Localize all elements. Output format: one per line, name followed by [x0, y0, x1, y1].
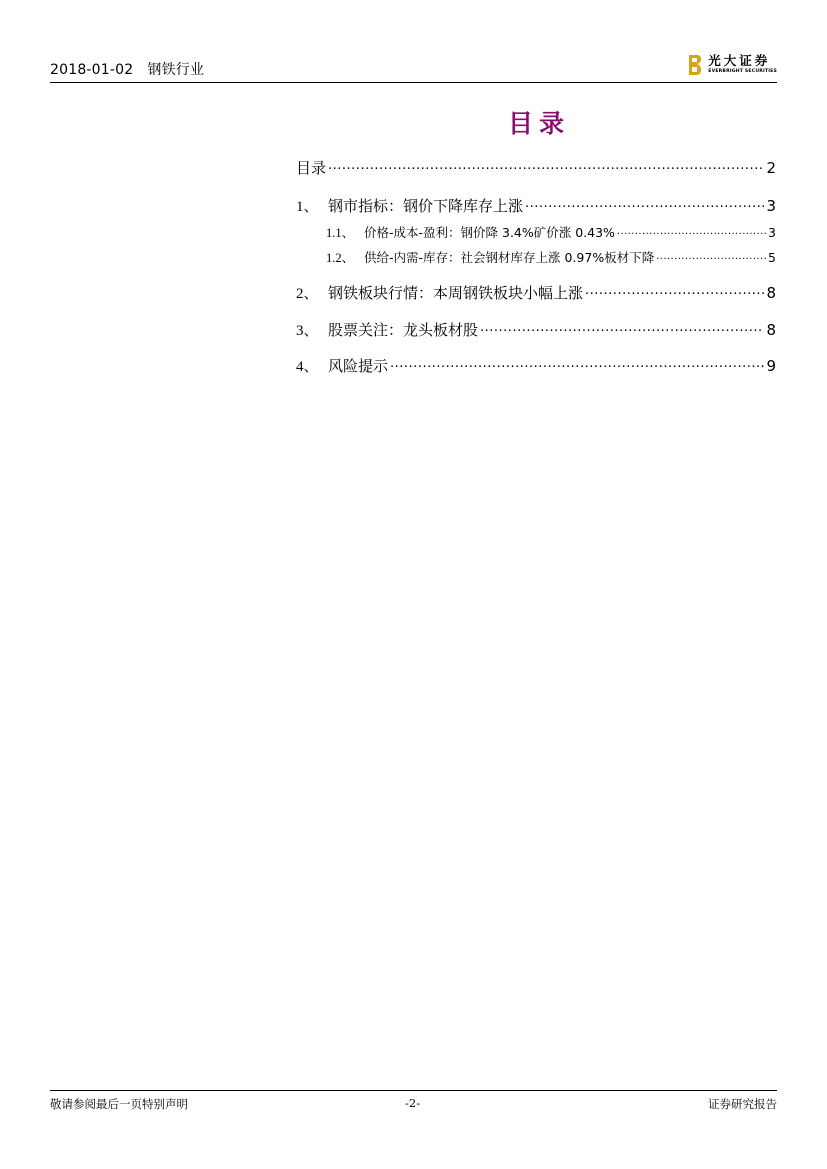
logo-mark-icon: [688, 54, 702, 76]
toc-entry[interactable]: [296, 319, 776, 340]
company-logo: [688, 52, 777, 78]
toc-entry-number: 4、: [296, 359, 319, 375]
logo-name-cn: 光大证券: [708, 52, 771, 68]
toc-entry-page: 3: [768, 225, 776, 240]
toc-entry[interactable]: [296, 157, 776, 178]
toc-entry-page: 9: [766, 357, 776, 375]
toc-leader: [585, 283, 764, 298]
page-header: [50, 52, 777, 83]
toc-entry-text: 目录: [296, 159, 327, 177]
toc-entry-number: 1.2、: [326, 251, 355, 265]
toc-leader: [525, 196, 764, 211]
toc-entry-text: 供给-内需-库存：社会钢材库存上涨 0.97%板材下降: [364, 250, 655, 265]
footer-page-number: -2-: [405, 1096, 421, 1110]
toc-subentry[interactable]: [326, 223, 776, 241]
header-industry: 钢铁行业: [147, 62, 205, 78]
toc-leader: [390, 356, 764, 371]
toc-entry[interactable]: [296, 195, 776, 216]
toc-title: 目录: [507, 109, 570, 138]
footer-report-type: 证券研究报告: [708, 1097, 777, 1111]
toc-entry-page: 5: [768, 250, 776, 265]
toc-entry-page: 3: [766, 197, 776, 215]
toc-entry-text: 股票关注：龙头板材股: [328, 321, 479, 339]
logo-name-en: EVERBRIGHT SECURITIES: [708, 69, 777, 75]
toc-subentry[interactable]: [326, 248, 776, 266]
toc-entry-number: 1.1、: [326, 226, 355, 240]
toc-entry-text: 钢铁板块行情：本周钢铁板块小幅上涨: [328, 284, 584, 302]
toc-entry-page: 8: [766, 321, 776, 339]
toc-entry-number: 2、: [296, 286, 319, 302]
toc-entry[interactable]: [296, 355, 776, 376]
page-footer: [50, 1090, 777, 1113]
footer-disclaimer: 敬请参阅最后一页特别声明: [50, 1097, 188, 1111]
toc-leader: [656, 250, 766, 263]
toc-leader: [328, 158, 764, 173]
toc-entry-text: 风险提示: [328, 357, 389, 375]
toc-entry-text: 价格-成本-盈利：钢价降 3.4%矿价涨 0.43%: [364, 225, 615, 240]
toc-leader: [617, 225, 766, 238]
toc-entry-number: 1、: [296, 199, 319, 215]
header-info: [50, 59, 204, 79]
toc-entry-page: 2: [766, 159, 776, 177]
toc-entry-number: 3、: [296, 323, 319, 339]
header-date: 2018-01-02: [50, 62, 134, 78]
toc-entry-page: 8: [766, 284, 776, 302]
toc-entry-text: 钢市指标：钢价下降库存上涨: [328, 197, 524, 215]
toc-leader: [480, 320, 764, 335]
toc-entry[interactable]: [296, 282, 776, 303]
